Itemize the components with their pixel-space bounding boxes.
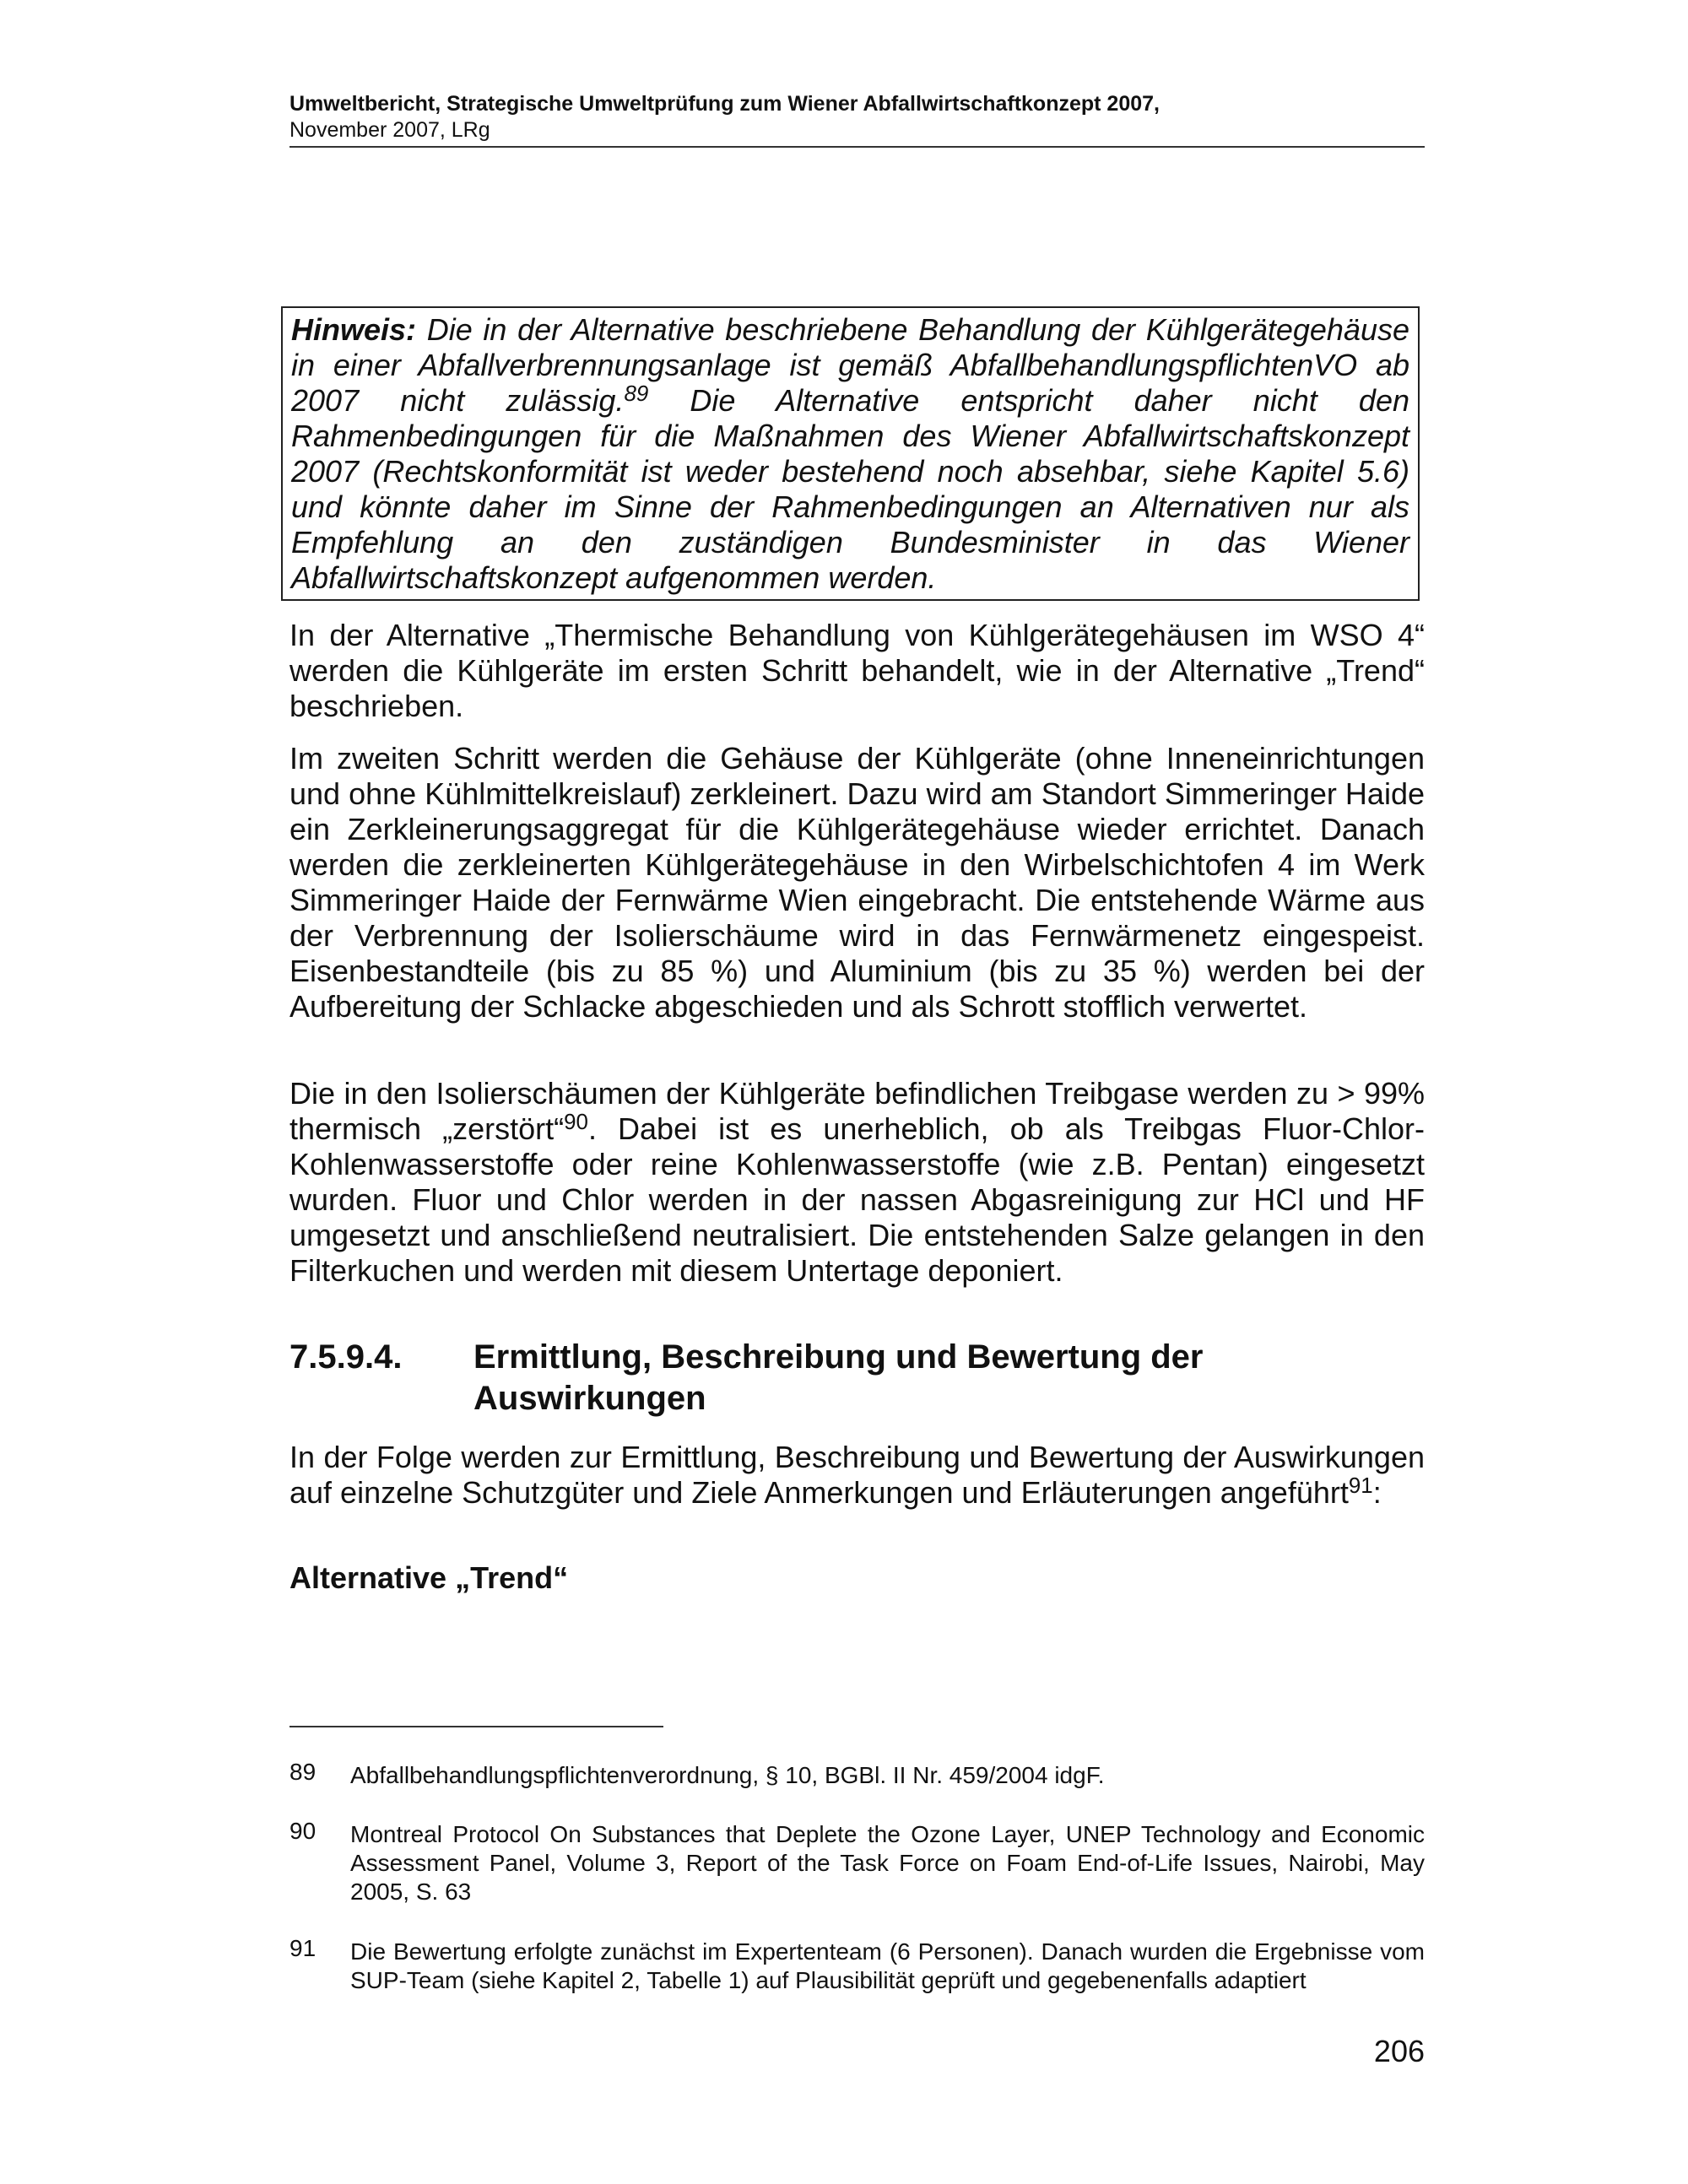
footnote-ref-89[interactable]: 89: [624, 382, 649, 407]
section-title: Ermittlung, Beschreibung und Bewertung der Auswirkungen: [473, 1338, 1204, 1417]
footnote-ref-91[interactable]: 91: [1348, 1474, 1373, 1499]
section-number: 7.5.9.4.: [289, 1338, 403, 1376]
paragraph-2: Im zweiten Schritt werden die Gehäuse der Kühlgeräte (ohne Inneneinrichtungen und ohne Kühlmittelkreislauf) zerkleinert. Dazu wird am Standort Simmeringer Haide ein Zerkleinerungsaggregat für die Kühlgerätegehäuse wieder errichtet. Danach werden die zerkleinerten Kühlgerätegehäuse in den Wirbelschichtofen 4 im Werk Simmeringer Haide der Fernwärme Wien eingebracht. Die entstehende Wärme aus der Verbrennung der Isolierschäume wird in das Fernwärmenetz eingespeist. Eisenbestandteile (bis zu 85 %) und Aluminium (bis zu 35 %) werden bei der Aufbereitung der Schlacke abgeschieden und als Schrott stofflich verwertet.: [289, 741, 1425, 1024]
paragraph-4-text-2: :: [1372, 1475, 1382, 1510]
paragraph-3-text-1: Die in den Isolierschäumen der Kühlgeräte befindlichen Treibgase werden zu > 99% thermisch „zerstört“: [289, 1076, 1425, 1146]
paragraph-3-text-2: . Dabei ist es unerheblich, ob als Treibgas Fluor-Chlor-Kohlenwasserstoffe oder reine Kohlenwasserstoffe (wie z.B. Pentan) eingesetzt wurden. Fluor und Chlor werden in der nassen Abgasreinigung zur HCl und HF umgesetzt und anschließend neutralisiert. Die entstehenden Salze gelangen in den Filterkuchen und werden mit diesem Untertage deponiert.: [289, 1111, 1425, 1288]
paragraph-4: [289, 1440, 1425, 1511]
header-title: Umweltbericht, Strategische Umweltprüfung zum Wiener Abfallwirtschaftkonzept 2007,: [289, 92, 1160, 116]
alternative-heading: Alternative „Trend“: [289, 1560, 569, 1595]
footnote-text: Abfallbehandlungspflichtenverordnung, § 10, BGBl. II Nr. 459/2004 idgF.: [350, 1762, 1105, 1788]
header-subtitle: November 2007, LRg: [289, 118, 490, 142]
footnote-ref-90[interactable]: 90: [564, 1111, 588, 1135]
notice-text-1: Die in der Alternative beschriebene Behandlung der Kühlgerätegehäuse in einer Abfallverbrennungsanlage ist gemäß AbfallbehandlungspflichtenVO ab 2007 nicht zulässig.: [291, 312, 1409, 418]
footnote-number: 89: [289, 1759, 316, 1785]
notice-label: Hinweis:: [291, 312, 417, 347]
paragraph-1: In der Alternative „Thermische Behandlung von Kühlgerätegehäusen im WSO 4“ werden die Kühlgeräte im ersten Schritt behandelt, wie in der Alternative „Trend“ beschrieben.: [289, 618, 1425, 723]
footnote-separator: [289, 1726, 663, 1727]
page-number: 206: [1373, 2034, 1425, 2068]
notice-box: [281, 306, 1420, 601]
footnote-text: Montreal Protocol On Substances that Deplete the Ozone Layer, UNEP Technology and Economic Assessment Panel, Volume 3, Report of the Task Force on Foam End-of-Life Issues, Nairobi, May 2005, S. 63: [350, 1821, 1425, 1905]
page-header: [289, 91, 1425, 148]
paragraph-4-text-1: In der Folge werden zur Ermittlung, Beschreibung und Bewertung der Auswirkungen auf einzelne Schutzgüter und Ziele Anmerkungen und Erläuterungen angeführt: [289, 1440, 1425, 1510]
footnote-text: Die Bewertung erfolgte zunächst im Expertenteam (6 Personen). Danach wurden die Ergebnisse vom SUP-Team (siehe Kapitel 2, Tabelle 1) auf Plausibilität geprüft und gegebenenfalls adaptiert: [350, 1938, 1425, 1993]
footnote-number: 90: [289, 1818, 316, 1844]
notice-text-2: Die Alternative entspricht daher nicht den Rahmenbedingungen für die Maßnahmen des Wiener Abfallwirtschaftskonzept 2007 (Rechtskonformität ist weder bestehend noch absehbar, siehe Kapitel 5.6) und könnte daher im Sinne der Rahmenbedingungen an Alternativen nur als Empfehlung an den zuständigen Bundesminister in das Wiener Abfallwirtschaftskonzept aufgenommen werden.: [291, 383, 1409, 595]
paragraph-3: [289, 1076, 1425, 1289]
footnote-number: 91: [289, 1935, 316, 1961]
